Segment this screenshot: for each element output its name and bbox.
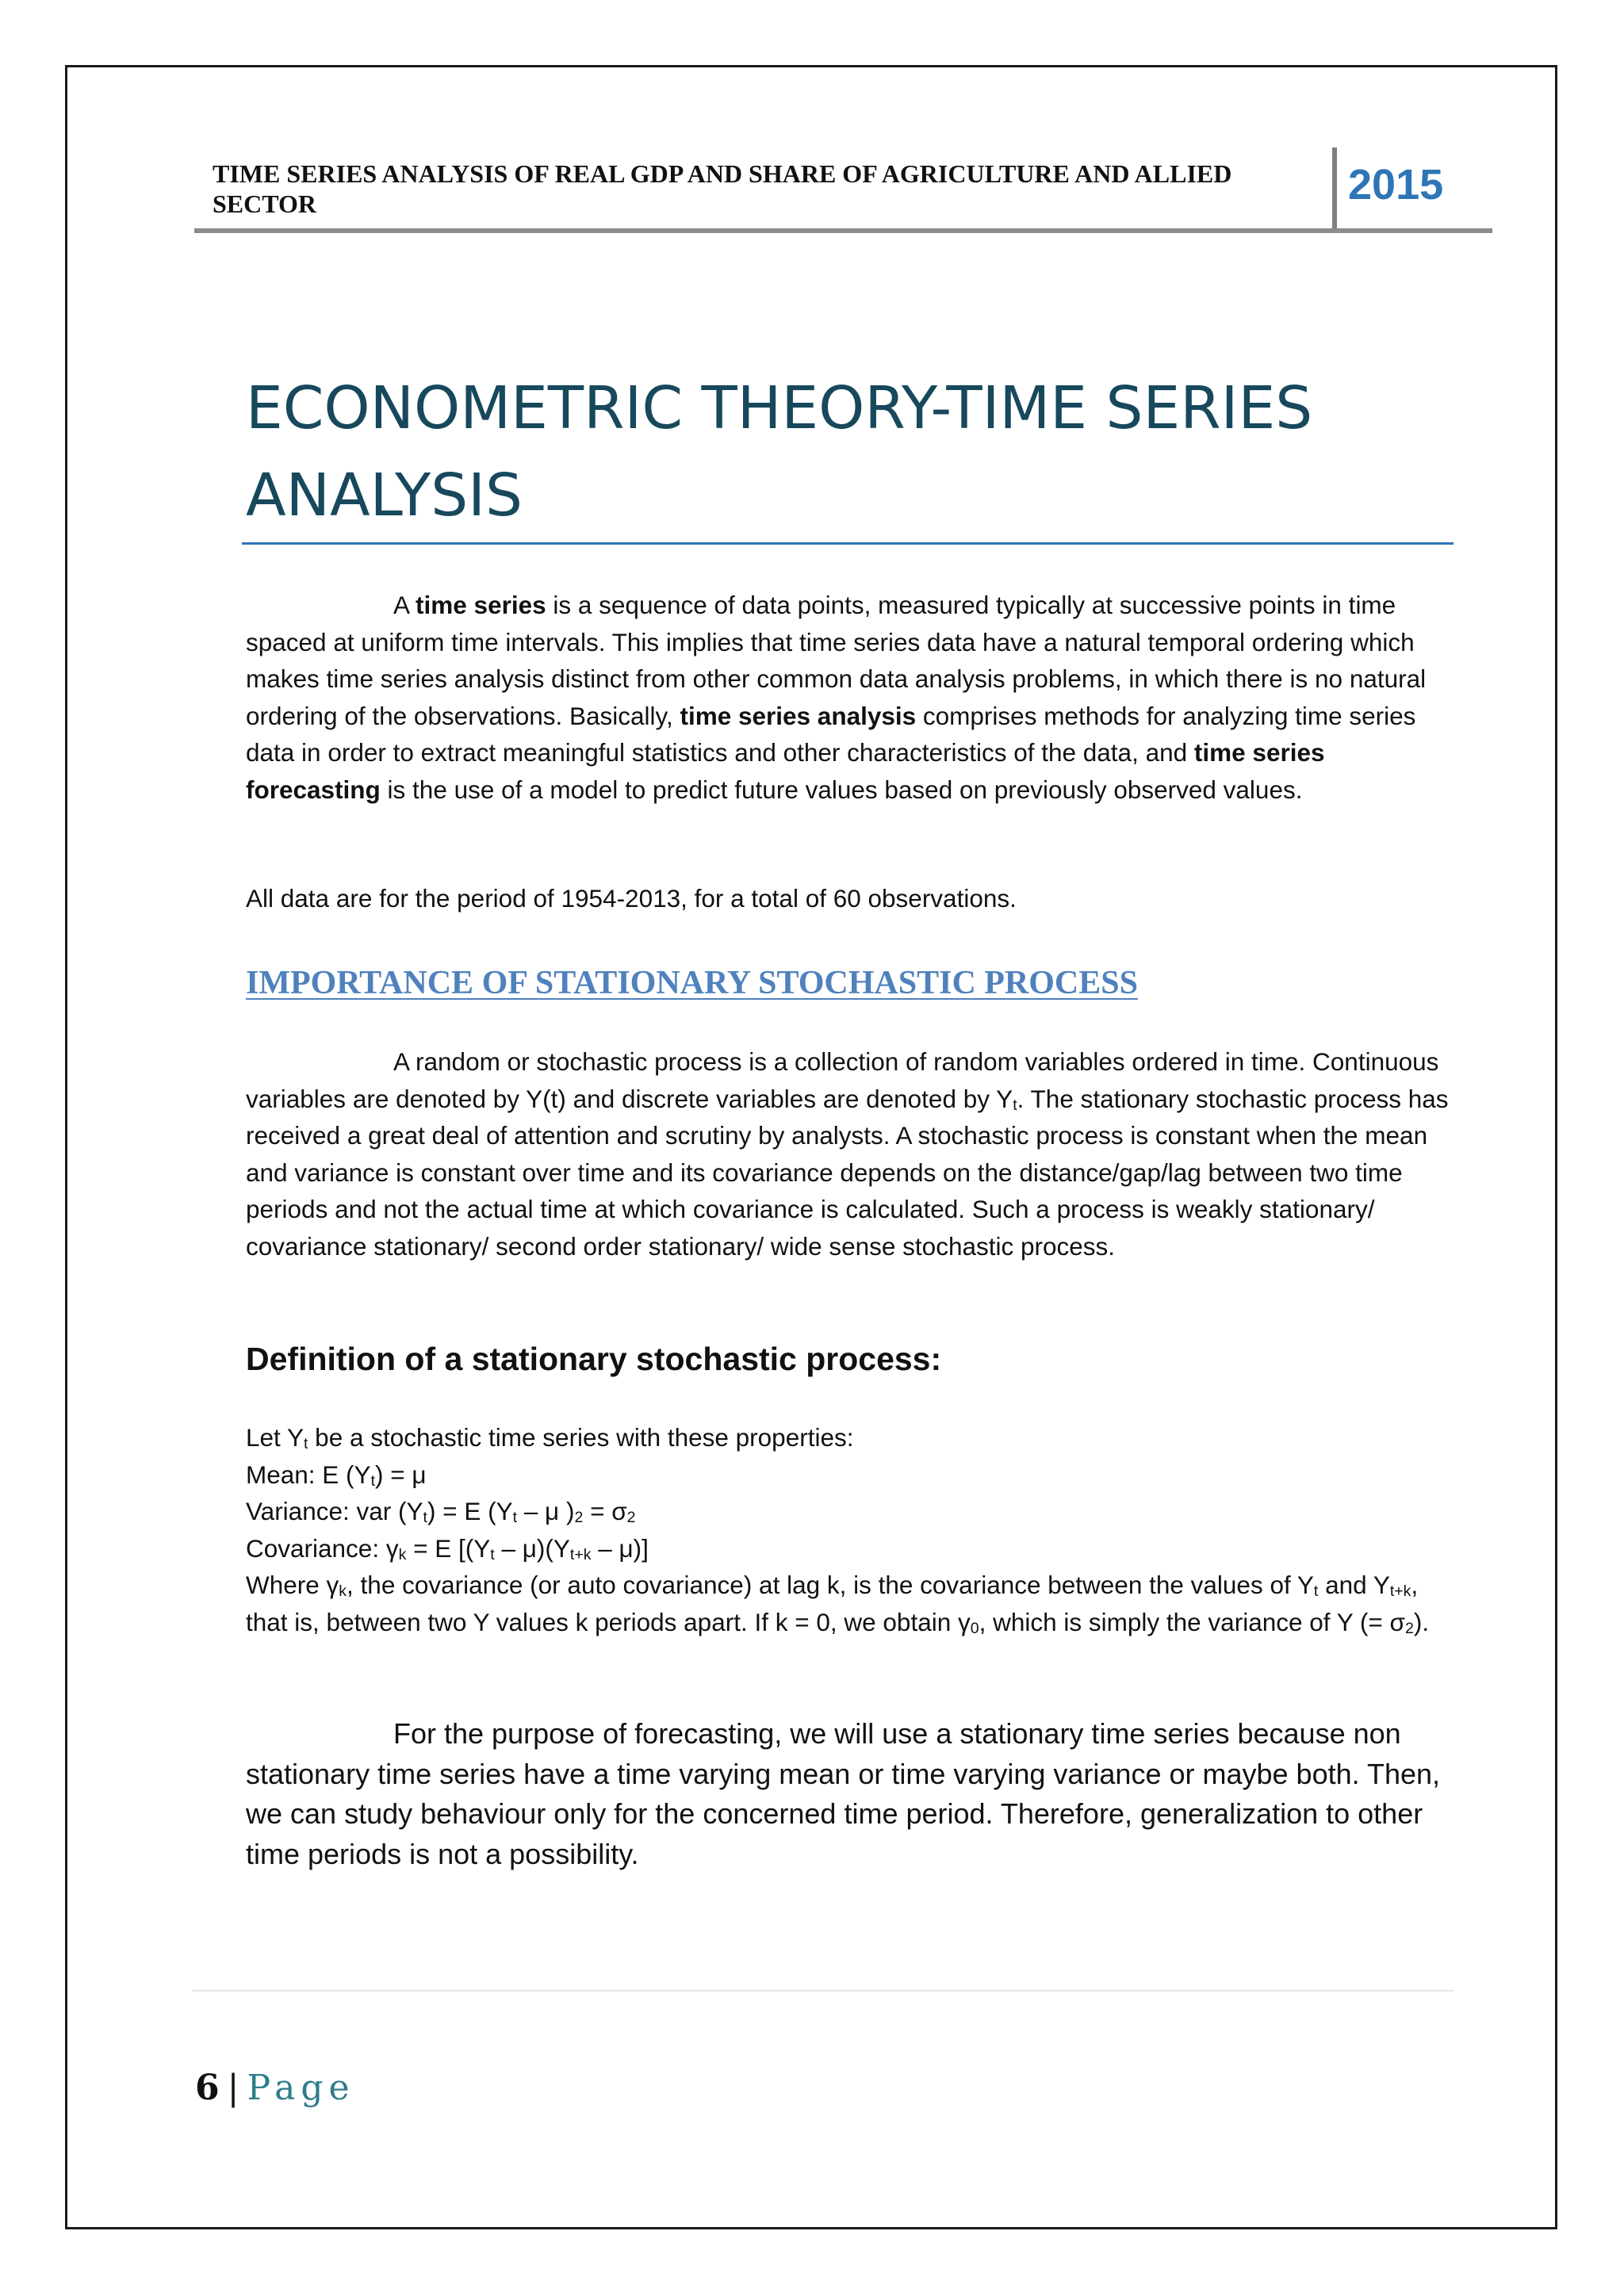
title-underline (242, 542, 1454, 545)
text-run: . The stationary stochastic process has received a great deal of attention and scrutiny by analysts. A stochastic process is constant when the mean and variance is constant over time and its covariance depends on the distance/gap/lag between two time periods and not the actual time at which covariance is calculated. Such a process is weakly stationary/ covariance stationary/ second order stationary/ wide sense stochastic process. (246, 1084, 1449, 1261)
text-run: A random or stochastic process is a collection of random variables ordered in time. Continuous variables are denoted by Y(t) and discrete variables are denoted by Y (246, 1047, 1439, 1113)
text-run: be a stochastic time series with these properties: (308, 1423, 854, 1452)
bold-term: time series analysis (680, 701, 917, 730)
subscript: k (398, 1545, 407, 1563)
header-year: 2015 (1348, 161, 1444, 209)
text-run: – μ ) (517, 1497, 575, 1525)
text-run: Where γ (246, 1571, 339, 1599)
text-run: and Y (1318, 1571, 1390, 1599)
subscript: t+k (1389, 1582, 1411, 1600)
stochastic-paragraph (246, 1043, 1451, 1265)
text-run: comprises methods for analyzing time series data in order to extract meaningful statistics and other characteristics of the data, and (246, 701, 1416, 767)
subscript: t (370, 1471, 375, 1490)
subscript: 2 (574, 1509, 584, 1526)
bold-term: time series forecasting (246, 738, 1325, 804)
definition-block (246, 1419, 1451, 1640)
footer-rule (193, 1990, 1454, 1992)
header-title: TIME SERIES ANALYSIS OF REAL GDP AND SHARE OF AGRICULTURE AND ALLIED SECTOR (213, 159, 1232, 218)
definition-line-variance (246, 1493, 1451, 1530)
definition-line-intro (246, 1419, 1451, 1456)
text-run: Let Y (246, 1423, 304, 1452)
text-run: = σ (583, 1497, 627, 1525)
text-run: A (393, 591, 416, 619)
forecasting-paragraph: For the purpose of forecasting, we will use a stationary time series because non stationary time series have a time varying mean or time varying variance or maybe both. Then, we can study behaviour only for the concerned time period. Therefore, generalization to other time periods is not a possibility. (246, 1717, 1441, 1870)
header-rule (194, 228, 1492, 233)
text-run: Mean: E (Y (246, 1460, 371, 1489)
subscript: 0 (970, 1619, 979, 1637)
subscript: 2 (1404, 1619, 1414, 1637)
page-footer (195, 2066, 355, 2110)
definition-heading: Definition of a stationary stochastic process: (246, 1341, 942, 1377)
text-run: , the covariance (or auto covariance) at lag k, is the covariance between the values of Y (347, 1571, 1314, 1599)
text-run: , that is, between two Y values k periods apart. If k = 0, we obtain γ (246, 1571, 1419, 1636)
data-note: All data are for the period of 1954-2013, for a total of 60 observations. (246, 884, 1017, 913)
subscript: 2 (626, 1509, 636, 1526)
subscript: t (490, 1545, 495, 1563)
subscript: k (339, 1582, 347, 1600)
subscript: t (303, 1435, 308, 1452)
subscript: t (512, 1509, 518, 1526)
definition-line-mean (246, 1456, 1451, 1494)
subscript: t+k (569, 1545, 592, 1563)
text-run: Variance: var (Y (246, 1497, 423, 1525)
page-heading-block (246, 365, 1451, 539)
text-run: is the use of a model to predict future values based on previously observed values. (380, 775, 1303, 804)
text-run: ) = μ (375, 1460, 427, 1489)
text-run: ). (1413, 1607, 1430, 1636)
definition-line-covariance (246, 1530, 1451, 1567)
text-run: – μ)] (591, 1533, 649, 1563)
text-run: is a sequence of data points, measured typically at successive points in time spaced at uniform time intervals. This implies that time series data have a natural temporal ordering which makes time series analysis distinct from other common data analysis problems, in which there is no natural ordering of the observations. Basically, (246, 591, 1427, 730)
intro-paragraph (246, 587, 1451, 808)
footer-separator: | (227, 2068, 239, 2108)
section-heading: IMPORTANCE OF STATIONARY STOCHASTIC PROCESS (246, 965, 1138, 1001)
header-divider (1332, 147, 1337, 230)
text-run: , which is simply the variance of Y (= σ (979, 1607, 1405, 1636)
page-title: ECONOMETRIC THEORY-TIME SERIES ANALYSIS (246, 374, 1313, 530)
definition-line-where (246, 1567, 1451, 1640)
text-run: = E [(Y (406, 1533, 491, 1563)
text-run: – μ)(Y (494, 1533, 570, 1563)
subscript: t (1013, 1096, 1017, 1114)
text-run: ) = E (Y (427, 1497, 513, 1525)
subscript: t (1313, 1582, 1319, 1600)
bold-term: time series (416, 591, 546, 619)
text-run: Covariance: γ (246, 1533, 399, 1563)
page-label: Page (247, 2068, 355, 2108)
page-number: 6 (195, 2068, 220, 2108)
subscript: t (423, 1509, 427, 1526)
